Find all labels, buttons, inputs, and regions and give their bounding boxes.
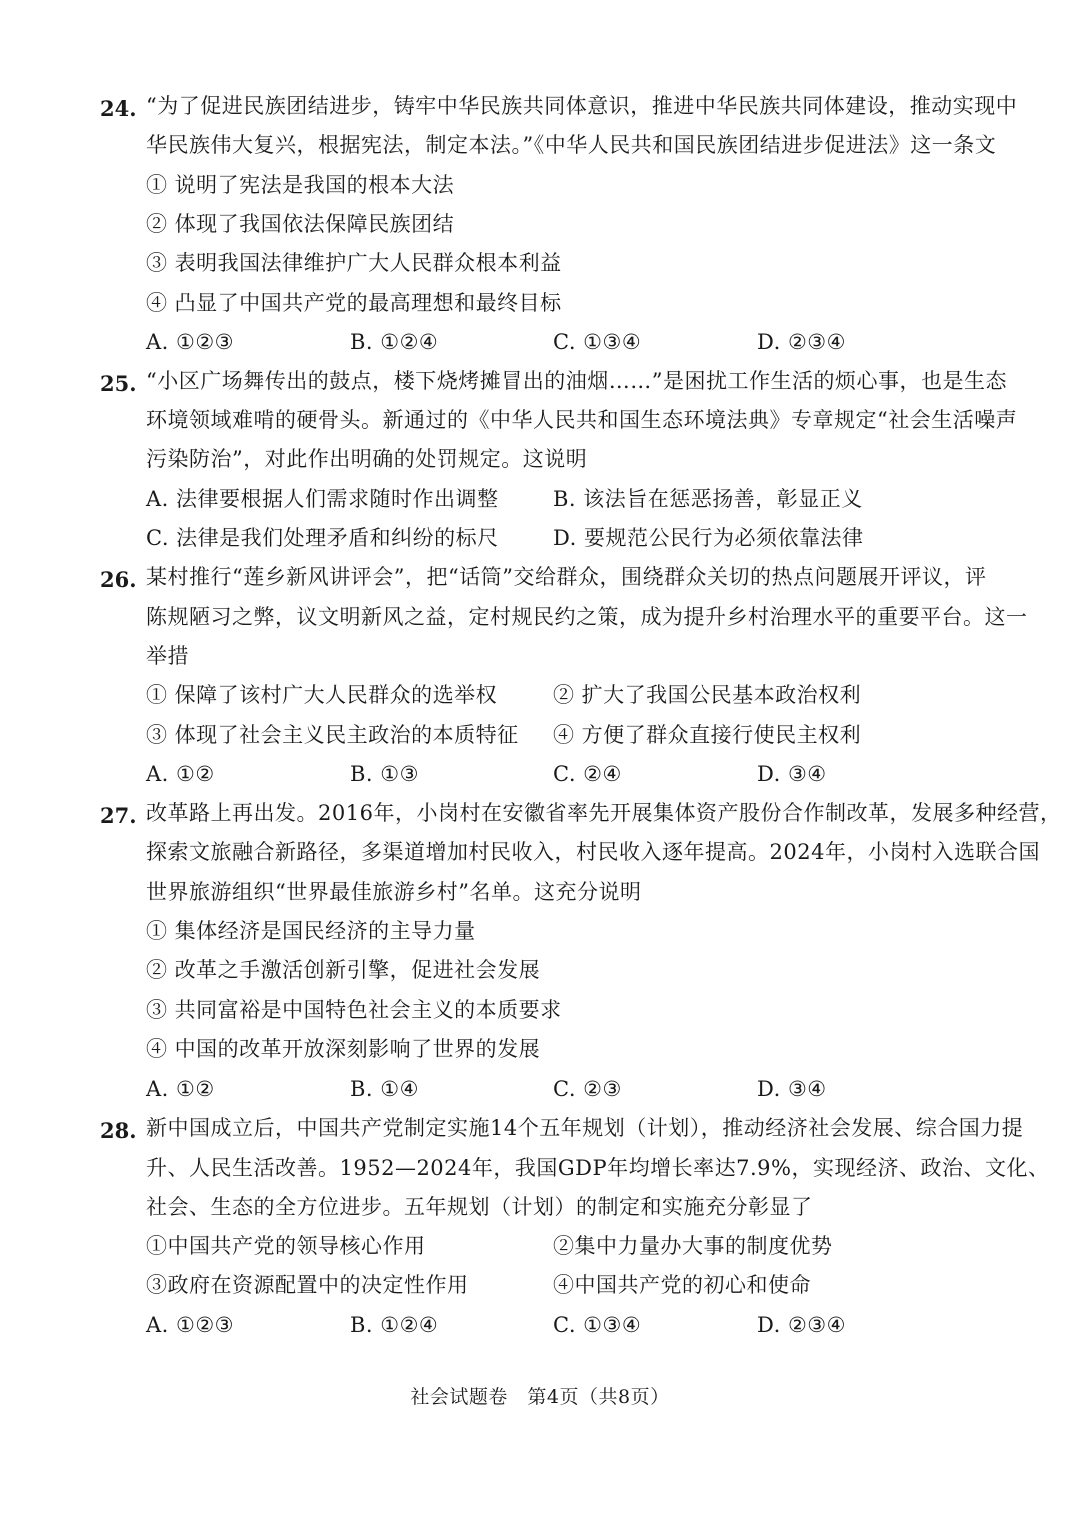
question-28-statement-1: ①中国共产党的领导核心作用: [146, 1234, 426, 1258]
question-24-statement-3: ③ 表明我国法律维护广大人民群众根本利益: [146, 251, 562, 275]
question-28-choice-a: A. ①②③: [146, 1313, 234, 1337]
question-26-choice-b: B. ①③: [350, 762, 419, 786]
question-24-statement-4: ④ 凸显了中国共产党的最高理想和最终目标: [146, 291, 562, 315]
question-27-statement-1: ① 集体经济是国民经济的主导力量: [146, 919, 476, 943]
question-26-stem-line-3: 举措: [146, 644, 189, 668]
question-27-stem-line-1: 改革路上再出发。2016年，小岗村在安徽省率先开展集体资产股份合作制改革，发展多种经营，: [146, 801, 1062, 825]
question-24-choice-c: C. ①③④: [553, 330, 642, 354]
question-26-statement-4: ④ 方便了群众直接行使民主权利: [553, 723, 862, 747]
question-25-stem-line-2: 环境领域难啃的硬骨头。新通过的《中华人民共和国生态环境法典》专章规定“社会生活噪声: [146, 408, 1018, 432]
question-24-choice-b: B. ①②④: [350, 330, 439, 354]
question-28-choice-c: C. ①③④: [553, 1313, 642, 1337]
question-26-choice-a: A. ①②: [146, 762, 215, 786]
question-25-choice-c: C. 法律是我们处理矛盾和纠纷的标尺: [146, 526, 499, 550]
question-27-statement-2: ② 改革之手激活创新引擎，促进社会发展: [146, 958, 541, 982]
question-26-stem-line-1: 某村推行“莲乡新风讲评会”，把“话筒”交给群众，围绕群众关切的热点问题展开评议，评: [146, 565, 987, 589]
question-24-number: 24.: [100, 96, 137, 121]
question-27-stem-line-2: 探索文旅融合新路径，多渠道增加村民收入，村民收入逐年提高。2024年，小岗村入选联合国: [146, 840, 1040, 864]
question-25-choice-d: D. 要规范公民行为必须依靠法律: [553, 526, 864, 550]
question-25-stem-line-3: 污染防治”，对此作出明确的处罚规定。这说明: [146, 447, 588, 471]
question-28-number: 28.: [100, 1118, 137, 1143]
question-24-choice-d: D. ②③④: [757, 330, 846, 354]
question-28-stem-line-3: 社会、生态的全方位进步。五年规划（计划）的制定和实施充分彰显了: [146, 1195, 813, 1219]
question-27-stem-line-3: 世界旅游组织“世界最佳旅游乡村”名单。这充分说明: [146, 880, 642, 904]
question-28-choice-b: B. ①②④: [350, 1313, 439, 1337]
page-footer: 社会试题卷 第4页（共8页）: [410, 1386, 670, 1408]
question-27-choice-b: B. ①④: [350, 1077, 419, 1101]
question-28-choice-d: D. ②③④: [757, 1313, 846, 1337]
question-27-statement-4: ④ 中国的改革开放深刻影响了世界的发展: [146, 1037, 541, 1061]
question-26-choice-c: C. ②④: [553, 762, 622, 786]
question-25-choice-b: B. 该法旨在惩恶扬善，彰显正义: [553, 487, 863, 511]
question-24-stem-line-1: “为了促进民族团结进步，铸牢中华民族共同体意识，推进中华民族共同体建设，推动实现中: [146, 94, 1018, 118]
question-28-stem-line-1: 新中国成立后，中国共产党制定实施14个五年规划（计划），推动经济社会发展、综合国力提: [146, 1116, 1024, 1140]
question-26-stem-line-2: 陈规陋习之弊，议文明新风之益，定村规民约之策，成为提升乡村治理水平的重要平台。这一: [146, 605, 1028, 629]
question-27-choice-c: C. ②③: [553, 1077, 622, 1101]
question-28-statement-2: ②集中力量办大事的制度优势: [553, 1234, 833, 1258]
question-27-number: 27.: [100, 803, 137, 828]
question-24-stem-line-2: 华民族伟大复兴，根据宪法，制定本法。”《中华人民共和国民族团结进步促进法》这一条文: [146, 133, 997, 157]
question-27-statement-3: ③ 共同富裕是中国特色社会主义的本质要求: [146, 998, 562, 1022]
question-26-statement-1: ① 保障了该村广大人民群众的选举权: [146, 683, 498, 707]
question-26-number: 26.: [100, 567, 137, 592]
question-26-statement-3: ③ 体现了社会主义民主政治的本质特征: [146, 723, 519, 747]
question-25-stem-line-1: “小区广场舞传出的鼓点，楼下烧烤摊冒出的油烟……”是困扰工作生活的烦心事，也是生态: [146, 369, 1007, 393]
question-28-statement-3: ③政府在资源配置中的决定性作用: [146, 1273, 469, 1297]
question-24-statement-1: ① 说明了宪法是我国的根本大法: [146, 173, 455, 197]
question-27-choice-d: D. ③④: [757, 1077, 827, 1101]
question-24-statement-2: ② 体现了我国依法保障民族团结: [146, 212, 455, 236]
question-25-number: 25.: [100, 371, 137, 396]
question-27-choice-a: A. ①②: [146, 1077, 215, 1101]
question-25-choice-a: A. 法律要根据人们需求随时作出调整: [146, 487, 499, 511]
question-28-statement-4: ④中国共产党的初心和使命: [553, 1273, 811, 1297]
question-24-choice-a: A. ①②③: [146, 330, 234, 354]
question-28-stem-line-2: 升、人民生活改善。1952—2024年，我国GDP年均增长率达7.9%，实现经济、政治、文化、: [146, 1156, 1050, 1180]
question-26-choice-d: D. ③④: [757, 762, 827, 786]
question-26-statement-2: ② 扩大了我国公民基本政治权利: [553, 683, 862, 707]
